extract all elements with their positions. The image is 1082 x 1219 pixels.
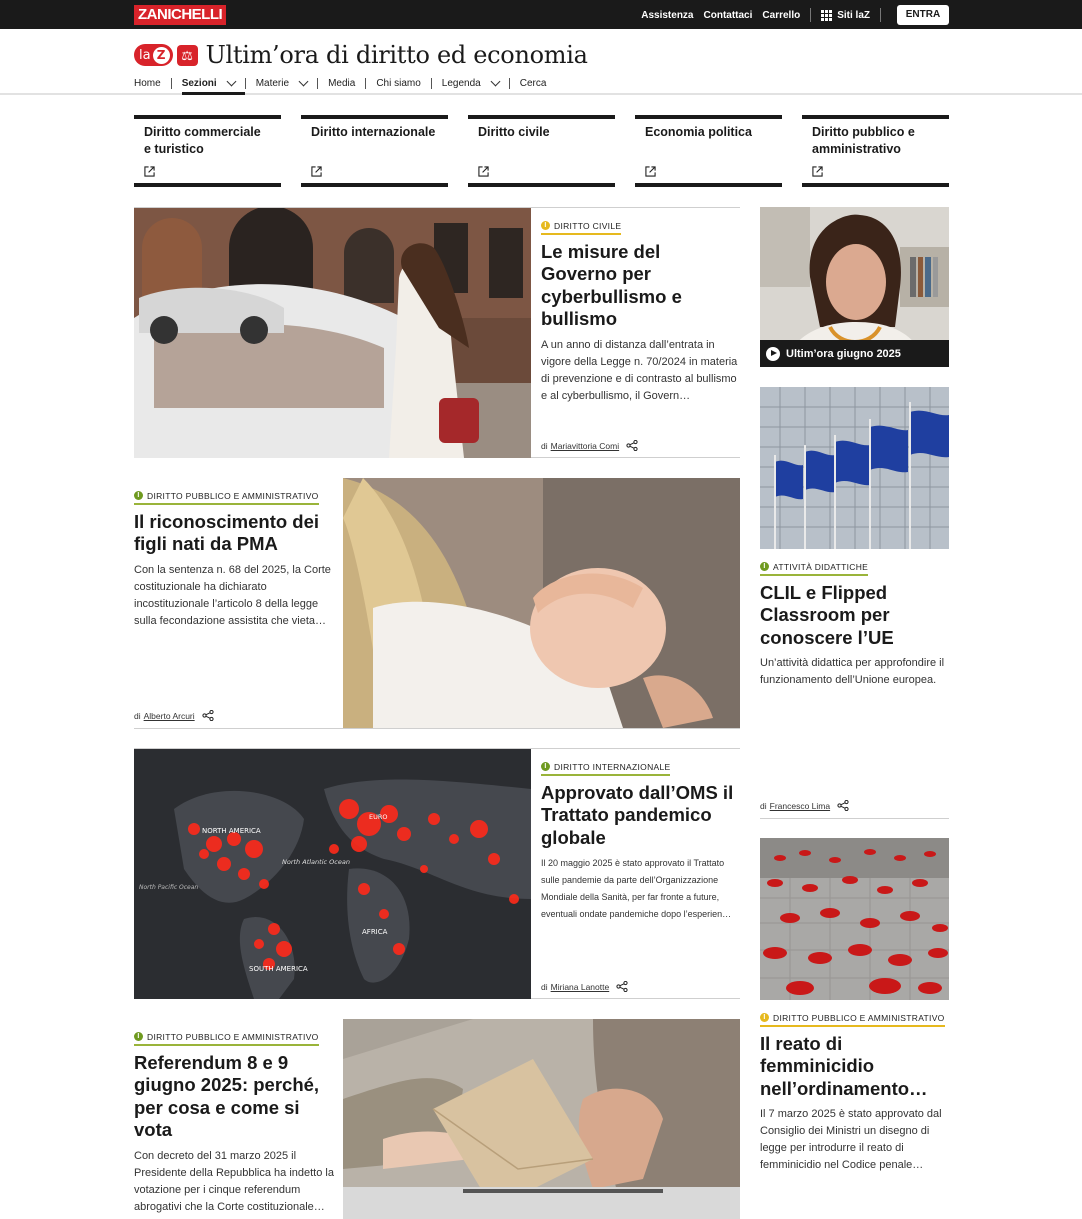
siti-laz-label: Siti laZ	[837, 9, 870, 21]
section-title: Diritto internazionale	[311, 125, 436, 139]
map-label-europe: EURO	[369, 813, 388, 821]
sidebar-article-card[interactable]	[760, 838, 949, 1219]
article-image-ballot[interactable]	[343, 1019, 740, 1219]
article-text	[760, 555, 949, 689]
category-label: DIRITTO PUBBLICO E AMMINISTRATIVO	[147, 1031, 319, 1042]
author-link[interactable]: Francesco Lima	[769, 800, 831, 811]
section-card[interactable]	[635, 115, 782, 187]
scale-icon: ⚖	[177, 45, 198, 66]
category-icon: I	[541, 221, 550, 230]
article-card[interactable]	[134, 748, 740, 999]
logo-z: Z	[153, 47, 170, 64]
divider	[509, 78, 510, 89]
nav-cerca[interactable]	[520, 73, 557, 93]
article-excerpt: A un anno di distanza dall’entrata in vigore della Legge n. 70/2024 in materia di prevenzione e di contrasto al bullismo e al cyberbullismo, il Govern…	[541, 338, 738, 402]
article-image-pandemic-map[interactable]	[134, 749, 531, 999]
article-image-red-shoes[interactable]	[760, 838, 949, 1000]
category-tag[interactable]	[134, 1032, 319, 1046]
category-label: DIRITTO CIVILE	[554, 220, 622, 231]
category-label: ATTIVITÀ DIDATTICHE	[773, 561, 869, 572]
map-label-atlantic: North Atlantic Ocean	[282, 858, 350, 866]
category-label: DIRITTO PUBBLICO E AMMINISTRATIVO	[773, 1012, 945, 1023]
article-text	[134, 1025, 334, 1216]
divider	[365, 78, 366, 89]
nav-sezioni[interactable]	[182, 73, 245, 93]
divider	[880, 8, 881, 22]
section-title: Diritto pubblico e amministrativo	[812, 125, 915, 156]
nav-legenda[interactable]	[442, 73, 509, 93]
author-link[interactable]: Miriana Lanotte	[550, 981, 610, 992]
map-label-north-america: NORTH AMERICA	[202, 827, 261, 835]
section-card[interactable]	[134, 115, 281, 187]
byline-prefix: di	[541, 440, 548, 451]
article-excerpt: Un’attività didattica per approfondire il funzionamento dell’Unione europea.	[760, 657, 945, 686]
entra-button[interactable]: ENTRA	[897, 5, 949, 25]
article-excerpt: Con decreto del 31 marzo 2025 il Presidente della Repubblica ha indetto la votazione per i cinque referendum abrogativi che la Corte costituzionale…	[134, 1149, 334, 1213]
section-card[interactable]	[802, 115, 949, 187]
site-header	[0, 29, 1082, 95]
nav-media-label: Media	[328, 77, 356, 89]
article-title[interactable]: CLIL e Flipped Classroom per conoscere l’UE	[760, 581, 894, 648]
category-tag[interactable]	[541, 221, 621, 235]
nav-chi-siamo[interactable]	[376, 73, 430, 93]
map-label-africa: AFRICA	[362, 928, 388, 936]
article-title[interactable]: Il reato di femminicidio nell’ordinamento…	[760, 1032, 928, 1099]
map-label-south-america: SOUTH AMERICA	[249, 965, 308, 973]
siti-laz-menu[interactable]	[821, 10, 870, 21]
sidebar-article-card[interactable]	[760, 387, 949, 819]
nav-home-label: Home	[134, 77, 161, 89]
article-text	[541, 214, 741, 405]
category-tag[interactable]	[760, 562, 868, 576]
article-image-street[interactable]	[134, 208, 531, 458]
video-card[interactable]	[760, 207, 949, 367]
nav-materie-label: Materie	[255, 77, 290, 89]
article-image-eu-flags[interactable]	[760, 387, 949, 549]
laz-badge	[134, 44, 173, 66]
category-label: DIRITTO PUBBLICO E AMMINISTRATIVO	[147, 490, 319, 501]
section-title: Diritto civile	[478, 125, 550, 139]
article-text	[760, 1006, 949, 1174]
external-link-icon	[311, 166, 322, 177]
grid-icon	[821, 10, 832, 21]
article-excerpt: Il 7 marzo 2025 è stato approvato dal Consiglio dei Ministri un disegno di legge per introdurre il reato di femminicidio nel Codice penale…	[760, 1108, 942, 1171]
article-excerpt: Con la sentenza n. 68 del 2025, la Corte costituzionale ha dichiarato incostituzionale l’articolo 8 della legge sulla fecondazione assistita che vieta…	[134, 563, 331, 627]
nav-home[interactable]	[134, 73, 171, 93]
category-icon: I	[541, 762, 550, 771]
byline-prefix: di	[134, 710, 141, 721]
article-byline	[541, 981, 628, 992]
external-link-icon	[478, 166, 489, 177]
byline-prefix: di	[760, 800, 767, 811]
external-link-icon	[645, 166, 656, 177]
article-image-mother-baby[interactable]	[343, 478, 740, 728]
category-icon: I	[760, 1013, 769, 1022]
chevron-down-icon	[226, 76, 236, 86]
section-title: Diritto commerciale e turistico	[144, 125, 261, 156]
play-icon[interactable]	[766, 347, 780, 361]
divider	[245, 78, 246, 89]
zanichelli-logo[interactable]: ZANICHELLI	[134, 5, 226, 25]
assistenza-link[interactable]: Assistenza	[641, 9, 694, 21]
video-label: Ultim’ora giugno 2025	[786, 347, 901, 360]
section-title: Economia politica	[645, 125, 752, 139]
divider	[317, 78, 318, 89]
share-icon[interactable]	[626, 440, 638, 451]
nav-sezioni-label: Sezioni	[181, 77, 217, 89]
article-byline	[760, 800, 849, 811]
category-tag[interactable]	[760, 1013, 945, 1027]
category-icon: I	[134, 1032, 143, 1041]
logo-la: la	[139, 47, 151, 63]
nav-legenda-label: Legenda	[441, 77, 481, 89]
share-icon[interactable]	[837, 800, 849, 811]
category-tag[interactable]	[134, 491, 319, 505]
article-excerpt: Il 20 maggio 2025 è stato approvato il Trattato sulle pandemie da parte dell’Organizzazione Mondiale della Sanità, per far fronte a future, eventuali ondate pandemiche dopo l’esperien…	[541, 858, 732, 919]
nav-media[interactable]	[328, 73, 365, 93]
article-title[interactable]: Referendum 8 e 9 giugno 2025: perché, per cosa e come si vota	[134, 1051, 320, 1140]
article-text	[134, 484, 334, 630]
nav-cerca-label: Cerca	[519, 77, 547, 89]
nav-chi-siamo-label: Chi siamo	[376, 77, 421, 89]
article-byline	[134, 710, 214, 721]
contattaci-link[interactable]: Contattaci	[703, 9, 753, 21]
section-cards	[134, 115, 949, 187]
divider	[171, 78, 172, 89]
nav-materie[interactable]	[256, 73, 317, 93]
share-icon[interactable]	[616, 981, 628, 992]
article-title[interactable]: Le misure del Governo per cyberbullismo e bullismo	[541, 240, 682, 329]
video-label-bar	[760, 340, 949, 367]
article-text	[541, 755, 741, 923]
section-card[interactable]	[301, 115, 448, 187]
external-link-icon	[812, 166, 823, 177]
article-title[interactable]: Approvato dall’OMS il Trattato pandemico globale	[541, 781, 734, 848]
page-title: Ultim’ora di diritto ed economia	[205, 41, 588, 69]
article-title[interactable]: Il riconoscimento dei figli nati da PMA	[134, 510, 320, 554]
category-label: DIRITTO INTERNAZIONALE	[554, 761, 671, 772]
external-link-icon	[144, 166, 155, 177]
carrello-link[interactable]: Carrello	[762, 9, 801, 21]
divider	[810, 8, 811, 22]
article-card[interactable]	[134, 207, 740, 458]
category-tag[interactable]	[541, 762, 670, 776]
main-nav	[134, 73, 556, 93]
author-link[interactable]: Mariavittoria Comi	[550, 440, 620, 451]
laz-logo[interactable]	[134, 41, 588, 69]
section-card[interactable]	[468, 115, 615, 187]
share-icon[interactable]	[202, 710, 214, 721]
category-icon: I	[760, 562, 769, 571]
article-byline	[541, 440, 638, 451]
top-bar	[0, 0, 1082, 29]
article-card[interactable]	[134, 478, 740, 729]
byline-prefix: di	[541, 981, 548, 992]
author-link[interactable]: Alberto Arcuri	[143, 710, 195, 721]
divider	[431, 78, 432, 89]
top-links	[641, 5, 949, 25]
chevron-down-icon	[490, 76, 500, 86]
article-card[interactable]	[134, 1019, 740, 1219]
chevron-down-icon	[299, 76, 309, 86]
category-icon: I	[134, 491, 143, 500]
map-label-pacific: North Pacific Ocean	[139, 884, 199, 891]
